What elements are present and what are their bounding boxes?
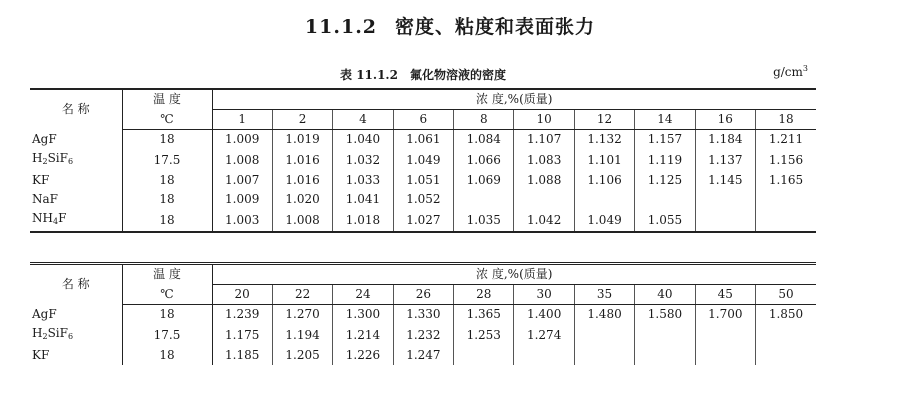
density-cell: 1.106 [574,171,634,190]
temperature-cell: 18 [122,209,212,232]
compound-name: NaF [30,190,122,209]
concentration-header-cell: 40 [635,285,695,305]
concentration-header-cell: 30 [514,285,574,305]
density-cell: 1.066 [454,149,514,171]
density-cell: 1.214 [333,324,393,346]
concentration-header-cell: 12 [574,110,634,130]
density-cell: 1.033 [333,171,393,190]
compound-name: KF [30,171,122,190]
density-cell [635,190,695,209]
density-cell [635,346,695,365]
concentration-header-cell: 20 [212,285,272,305]
density-cell [454,346,514,365]
density-cell: 1.157 [635,130,695,150]
concentration-header-cell: 26 [393,285,453,305]
density-cell: 1.020 [272,190,332,209]
density-cell: 1.018 [333,209,393,232]
column-header-temp: 温 度 [122,89,212,110]
density-cell: 1.049 [574,209,634,232]
density-cell: 1.016 [272,171,332,190]
compound-name: AgF [30,305,122,325]
density-cell [756,209,816,232]
table-row [30,305,816,325]
table-row [30,171,816,190]
density-cell: 1.580 [635,305,695,325]
density-cell: 1.119 [635,149,695,171]
density-cell: 1.084 [454,130,514,150]
density-cell: 1.040 [333,130,393,150]
concentration-header-cell: 1 [212,110,272,130]
density-cell: 1.061 [393,130,453,150]
temperature-cell: 18 [122,130,212,150]
column-header-concentration: 浓 度,%(质量) [212,89,816,110]
concentration-header-row [30,110,816,130]
density-cell: 1.041 [333,190,393,209]
concentration-header-cell: 24 [333,285,393,305]
concentration-header-cell: 50 [756,285,816,305]
header-row [30,264,816,285]
concentration-header-cell: 28 [454,285,514,305]
density-cell [695,346,755,365]
density-cell: 1.107 [514,130,574,150]
table-row [30,190,816,209]
table-row [30,346,816,365]
density-cell [695,324,755,346]
density-cell: 1.052 [393,190,453,209]
compound-name: $H_2SiF_6$ [30,324,122,346]
density-cell [695,190,755,209]
density-cell [756,324,816,346]
density-cell: 1.003 [225,212,260,227]
density-cell: 1.253 [454,324,514,346]
density-cell: 1.007 [225,173,260,187]
density-cell [574,324,634,346]
table-title: 氟化物溶液的密度 [409,68,506,82]
concentration-header-cell: 14 [635,110,695,130]
concentration-header-cell: 35 [574,285,634,305]
concentration-header-cell: 6 [393,110,453,130]
density-cell: 1.035 [454,209,514,232]
density-cell: 1.101 [574,149,634,171]
unit-base: g/cm [773,65,803,79]
table-row [30,149,816,171]
concentration-header-cell: 10 [514,110,574,130]
density-cell: 1.125 [635,171,695,190]
density-cell: 1.132 [574,130,634,150]
density-cell: 1.069 [454,171,514,190]
compound-name: $NH_4F$ [30,209,122,232]
density-cell [635,324,695,346]
density-cell: 1.480 [574,305,634,325]
density-cell: 1.700 [695,305,755,325]
density-cell: 1.165 [756,171,816,190]
column-header-name: 名 称 [30,89,122,130]
temperature-cell: 18 [122,346,212,365]
density-cell: 1.008 [272,209,332,232]
density-cell: 1.145 [695,171,755,190]
table-row [30,130,816,150]
compound-name: AgF [30,130,122,150]
compound-name: $H_2SiF_6$ [30,149,122,171]
density-cell [574,346,634,365]
density-table-block-1 [30,88,816,233]
compound-name: KF [30,346,122,365]
density-cell: 1.016 [272,149,332,171]
table-number: 表 11.1.2 [340,68,398,82]
density-cell: 1.365 [454,305,514,325]
column-header-concentration: 浓 度,%(质量) [212,264,816,285]
header-row [30,89,816,110]
concentration-header-cell: 2 [272,110,332,130]
temp-unit: ℃ [122,110,212,130]
density-cell: 1.032 [333,149,393,171]
density-cell: 1.137 [695,149,755,171]
density-cell: 1.042 [514,209,574,232]
density-cell: 1.247 [393,346,453,365]
section-number: 11.1.2 [304,16,378,38]
density-cell: 1.055 [635,209,695,232]
temperature-cell: 18 [122,305,212,325]
table-row [30,209,816,232]
density-cell: 1.156 [756,149,816,171]
density-cell: 1.088 [514,171,574,190]
density-cell: 1.175 [225,327,260,342]
density-cell [756,346,816,365]
density-cell: 1.211 [756,130,816,150]
column-header-temp: 温 度 [122,264,212,285]
density-cell: 1.051 [393,171,453,190]
table-row [30,324,816,346]
concentration-header-cell: 45 [695,285,755,305]
concentration-header-cell: 4 [333,110,393,130]
density-cell: 1.400 [514,305,574,325]
density-cell: 1.185 [225,348,260,362]
section-title: 密度、粘度和表面张力 [395,16,596,38]
density-cell: 1.270 [272,305,332,325]
density-cell: 1.330 [393,305,453,325]
density-cell: 1.184 [695,130,755,150]
density-cell [514,190,574,209]
density-cell [454,190,514,209]
density-cell: 1.009 [225,132,260,146]
density-cell: 1.850 [756,305,816,325]
density-table-block-2 [30,262,816,365]
density-cell [574,190,634,209]
temperature-cell: 18 [122,171,212,190]
density-cell: 1.049 [393,149,453,171]
concentration-header-cell: 16 [695,110,755,130]
section-heading [0,12,900,39]
density-cell: 1.194 [272,324,332,346]
density-cell: 1.300 [333,305,393,325]
column-header-name: 名 称 [30,264,122,305]
temperature-cell: 17.5 [122,149,212,171]
density-cell: 1.027 [393,209,453,232]
temperature-cell: 17.5 [122,324,212,346]
density-cell: 1.083 [514,149,574,171]
temperature-cell: 18 [122,190,212,209]
density-cell: 1.274 [514,324,574,346]
density-cell [756,190,816,209]
density-cell: 1.019 [272,130,332,150]
density-cell: 1.239 [225,307,260,321]
concentration-header-cell: 8 [454,110,514,130]
density-cell: 1.009 [225,192,260,206]
density-cell [514,346,574,365]
unit-exponent: 3 [802,64,808,73]
cut-off-previous-text [30,0,45,12]
concentration-header-cell: 18 [756,110,816,130]
density-cell: 1.232 [393,324,453,346]
density-cell: 1.008 [225,152,260,167]
table-caption [30,66,816,83]
density-cell: 1.226 [333,346,393,365]
density-cell: 1.205 [272,346,332,365]
concentration-header-row [30,285,816,305]
density-cell [695,209,755,232]
concentration-header-cell: 22 [272,285,332,305]
table-unit [773,64,808,79]
temp-unit: ℃ [122,285,212,305]
